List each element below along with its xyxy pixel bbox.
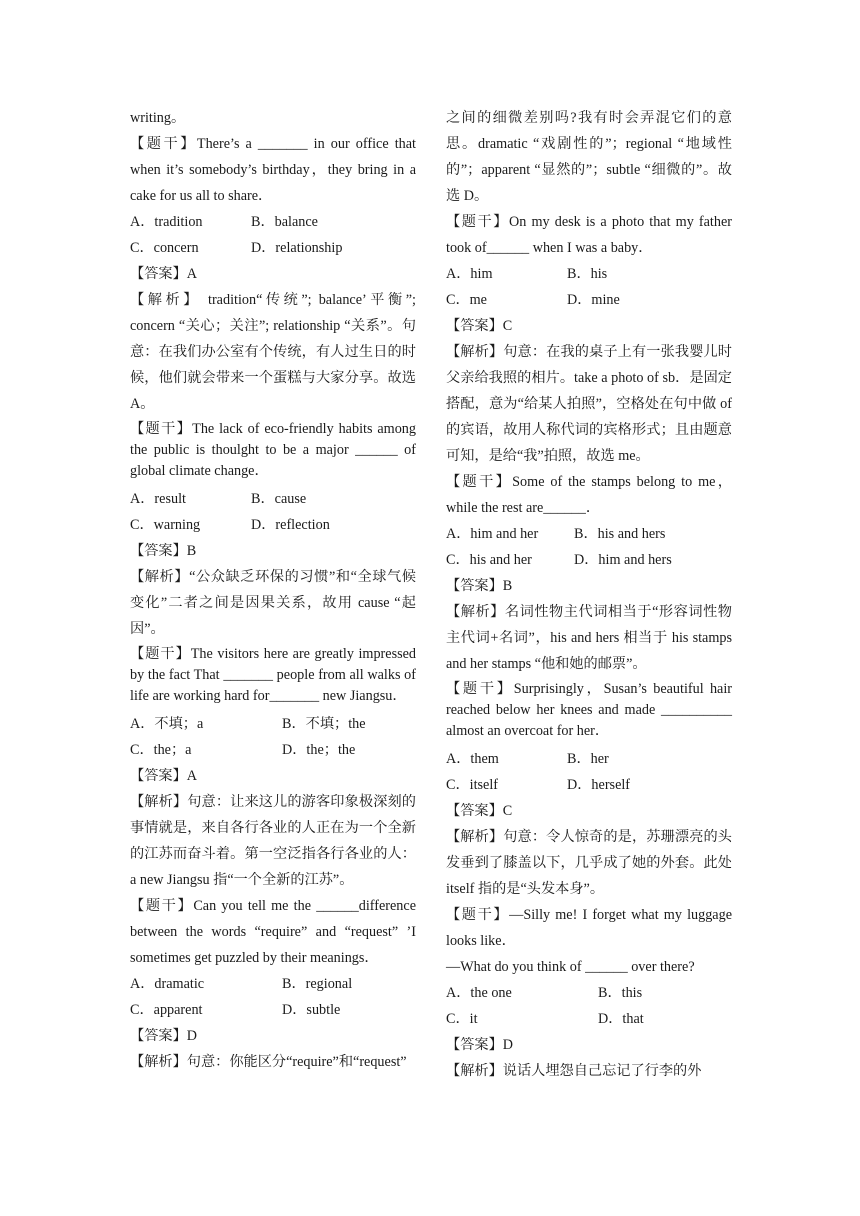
option-text: B．balance <box>251 214 318 230</box>
option-text: C．me <box>446 292 487 308</box>
option-text: D．herself <box>567 777 631 793</box>
option-text: D．reflection <box>251 517 330 533</box>
option-text: D．him and hers <box>574 552 672 568</box>
option-text: A．dramatic <box>130 976 205 992</box>
option-text: C．it <box>446 1011 478 1027</box>
answer-options-row <box>130 486 416 512</box>
option-text: A．tradition <box>130 214 203 230</box>
option-text: B．his <box>567 266 608 282</box>
option-text: A．result <box>130 491 186 507</box>
answer-options-row <box>446 980 732 1006</box>
option-text: C．apparent <box>130 1002 203 1018</box>
answer-options-row <box>446 772 732 798</box>
option-text: B．regional <box>282 976 353 992</box>
question-paragraph: 【答案】D <box>446 1037 513 1053</box>
question-paragraph: 【答案】B <box>446 578 513 594</box>
answer-options-row <box>446 746 732 772</box>
question-paragraph: 【题干】Can you tell me the ______difference between the words “require” and “request” ’I sometimes get puzzled by their meanings． <box>130 898 416 966</box>
question-paragraph: 【题干】—Silly me! I forget what my luggage looks like． <box>446 907 732 949</box>
left-column <box>130 105 416 1075</box>
option-text: D．subtle <box>282 1002 341 1018</box>
question-paragraph: writing。 <box>130 110 186 126</box>
option-text: B．cause <box>251 491 307 507</box>
answer-options-row <box>130 235 416 261</box>
answer-options-row <box>446 261 732 287</box>
question-paragraph: 【题干】The visitors here are greatly impressed by the fact That _______ people from all walks of life are working hard for_______ new Jiangsu． <box>130 646 416 704</box>
question-paragraph: 【答案】B <box>130 543 197 559</box>
question-paragraph: 【解析】句意：在我的桌子上有一张我婴儿时父亲给我照的相片。take a photo of sb．是固定搭配，意为“给某人拍照”，空格处在句中做 of 的宾语，故用人称代词的宾格形式；且由题意可知，是给“我”拍照，故选 me。 <box>446 344 732 464</box>
answer-options-row <box>130 971 416 997</box>
question-paragraph: 【解析】说话人埋怨自己忘记了行李的外 <box>446 1063 702 1079</box>
question-paragraph: 【解析】句意：你能区分“require”和“request” <box>130 1054 407 1070</box>
question-paragraph: 【解析】“公众缺乏环保的习惯”和“全球气候变化”二者之间是因果关系，故用 cause “起因”。 <box>130 569 416 637</box>
option-text: D．mine <box>567 292 620 308</box>
question-paragraph: 【解析】名词性物主代词相当于“形容词性物主代词+名词”，his and hers 相当于 his stamps and her stamps “他和她的邮票”。 <box>446 604 732 672</box>
answer-options-row <box>130 209 416 235</box>
option-text: A．him and her <box>446 526 539 542</box>
option-text: A．the one <box>446 985 512 1001</box>
answer-options-row <box>130 737 416 763</box>
option-text: A．him <box>446 266 493 282</box>
question-paragraph: 【解析】句意：让来这儿的游客印象极深刻的事情就是，来自各行各业的人正在为一个全新的江苏而奋斗着。第一空泛指各行各业的人：a new Jiangsu 指“一个全新的江苏”。 <box>130 794 416 888</box>
option-text: C．concern <box>130 240 199 256</box>
question-paragraph: 【答案】D <box>130 1028 197 1044</box>
answer-options-row <box>130 711 416 737</box>
question-paragraph: 【答案】A <box>130 768 197 784</box>
question-paragraph: 【答案】C <box>446 318 513 334</box>
question-paragraph: 【解析】 tradition“传统”; balance’平衡”; concern “关心；关注”; relationship “关系”。句意：在我们办公室有个传统，有人过生日的时候，他们就会带来一个蛋糕与大家分享。故选 A。 <box>130 292 416 412</box>
answer-options-row <box>130 997 416 1023</box>
question-paragraph: 【解析】句意：令人惊奇的是，苏珊漂亮的头发垂到了膝盖以下，几乎成了她的外套。此处 itself 指的是“头发本身”。 <box>446 829 732 897</box>
question-paragraph: 【题干】On my desk is a photo that my father took of______ when I was a baby． <box>446 214 732 256</box>
option-text: D．the；the <box>282 742 356 758</box>
question-paragraph: 【题干】Some of the stamps belong to me，while the rest are______． <box>446 474 732 516</box>
answer-options-row <box>446 1006 732 1032</box>
option-text: B．不填；the <box>282 716 366 732</box>
option-text: A．them <box>446 751 499 767</box>
option-text: C．warning <box>130 517 201 533</box>
answer-options-row <box>130 512 416 538</box>
option-text: C．itself <box>446 777 499 793</box>
option-text: C．his and her <box>446 552 532 568</box>
option-text: B．this <box>598 985 643 1001</box>
answer-options-row <box>446 287 732 313</box>
question-paragraph: 【题干】There’s a _______ in our office that when it’s somebody’s birthday，they bring in a cake for us all to share． <box>130 136 416 204</box>
question-paragraph: —What do you think of ______ over there? <box>446 959 695 975</box>
answer-options-row <box>446 521 732 547</box>
option-text: C．the；a <box>130 742 192 758</box>
question-paragraph: 【题干】The lack of eco-friendly habits among the public is thoulght to be a major ______ of global climate change． <box>130 421 416 479</box>
question-paragraph: 之间的细微差别吗?我有时会弄混它们的意思。dramatic “戏剧性的”；regional “地域性的”；apparent “显然的”；subtle “细微的”。故选 D。 <box>446 110 732 204</box>
option-text: D．relationship <box>251 240 343 256</box>
option-text: B．her <box>567 751 609 767</box>
question-paragraph: 【答案】C <box>446 803 513 819</box>
option-text: B．his and hers <box>574 526 666 542</box>
option-text: A．不填；a <box>130 716 204 732</box>
option-text: D．that <box>598 1011 644 1027</box>
question-paragraph: 【答案】A <box>130 266 197 282</box>
question-paragraph: 【题干】Surprisingly，Susan’s beautiful hair reached below her knees and made __________ almost an overcoat for her． <box>446 681 732 739</box>
answer-options-row <box>446 547 732 573</box>
right-column <box>446 105 732 1084</box>
